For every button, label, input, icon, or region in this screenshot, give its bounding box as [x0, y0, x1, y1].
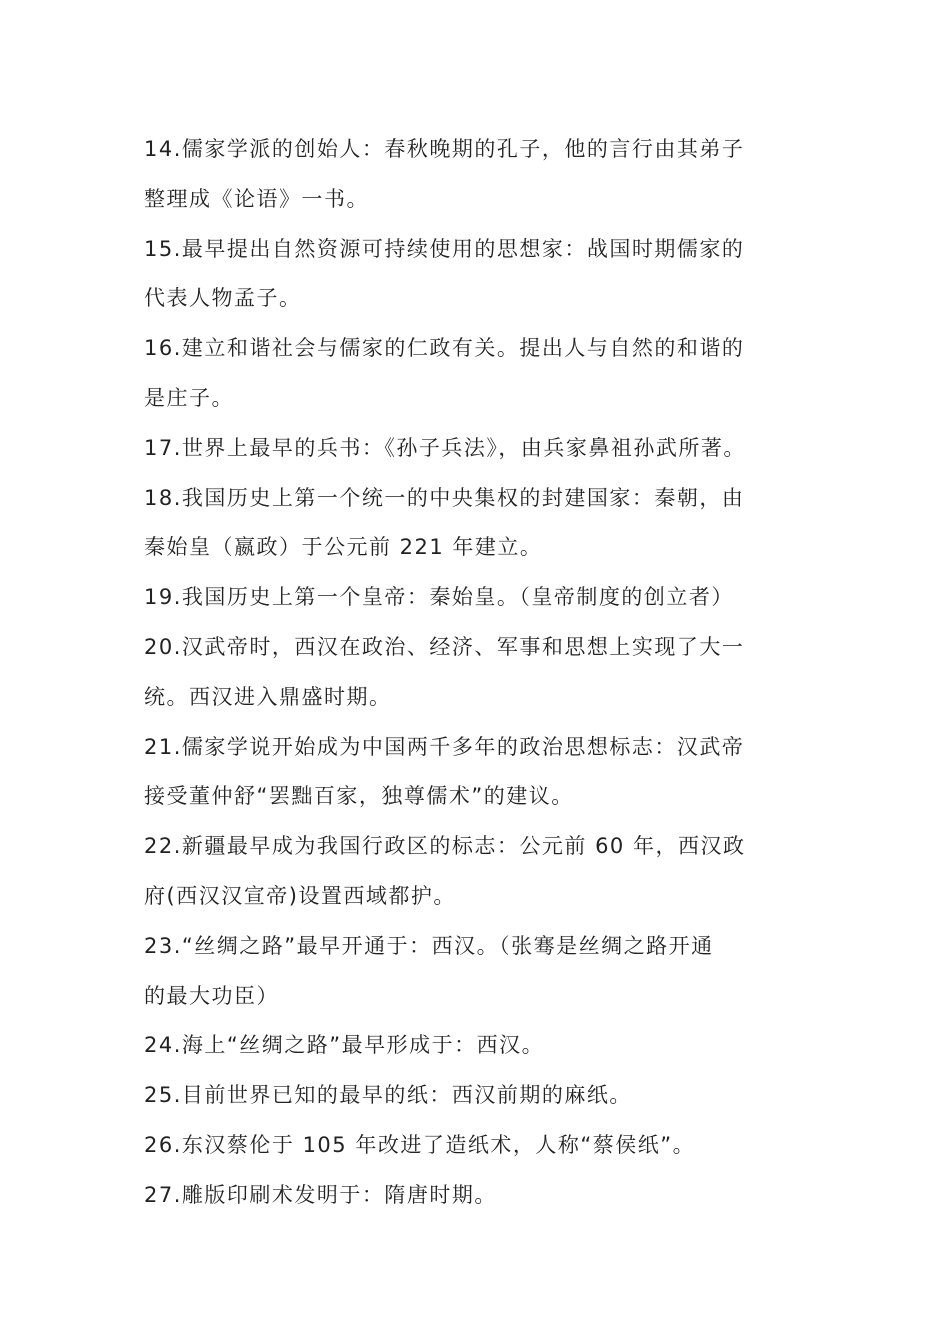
text-line-18: 的最大功臣） [144, 983, 279, 1008]
text-line-21: 26.东汉蔡伦于 105 年改进了造纸术，人称“蔡侯纸”。 [144, 1132, 696, 1157]
text-line-12: 统。西汉进入鼎盛时期。 [144, 684, 392, 709]
text-line-13: 21.儒家学说开始成为中国两千多年的政治思想标志：汉武帝 [144, 734, 745, 759]
text-line-3: 15.最早提出自然资源可持续使用的思想家：战国时期儒家的 [144, 236, 745, 261]
text-line-16: 府(西汉汉宣帝)设置西域都护。 [144, 883, 456, 908]
text-line-10: 19.我国历史上第一个皇帝：秦始皇。（皇帝制度的创立者） [144, 585, 734, 610]
text-line-4: 代表人物孟子。 [144, 286, 302, 311]
text-line-22: 27.雕版印刷术发明于：隋唐时期。 [144, 1182, 497, 1207]
text-line-7: 17.世界上最早的兵书：《孙子兵法》，由兵家鼻祖孙武所著。 [144, 435, 746, 460]
document-body [144, 125, 844, 1221]
text-line-20: 25.目前世界已知的最早的纸：西汉前期的麻纸。 [144, 1083, 632, 1108]
text-line-11: 20.汉武帝时，西汉在政治、经济、军事和思想上实现了大一 [144, 634, 745, 659]
text-line-15: 22.新疆最早成为我国行政区的标志：公元前 60 年，西汉政 [144, 834, 746, 859]
text-line-2: 整理成《论语》一书。 [144, 186, 369, 211]
text-line-5: 16.建立和谐社会与儒家的仁政有关。提出人与自然的和谐的 [144, 336, 745, 361]
text-line-6: 是庄子。 [144, 385, 234, 410]
text-line-1: 14.儒家学派的创始人：春秋晚期的孔子，他的言行由其弟子 [144, 137, 745, 161]
text-line-8: 18.我国历史上第一个统一的中央集权的封建国家：秦朝，由 [144, 485, 745, 510]
text-line-14: 接受董仲舒“罢黜百家，独尊儒术”的建议。 [144, 784, 574, 809]
text-line-19: 24.海上“丝绸之路”最早形成于：西汉。 [144, 1033, 545, 1058]
text-line-9: 秦始皇（嬴政）于公元前 221 年建立。 [144, 535, 543, 560]
text-line-17: 23.“丝绸之路”最早开通于：西汉。（张骞是丝绸之路开通 [144, 933, 714, 958]
